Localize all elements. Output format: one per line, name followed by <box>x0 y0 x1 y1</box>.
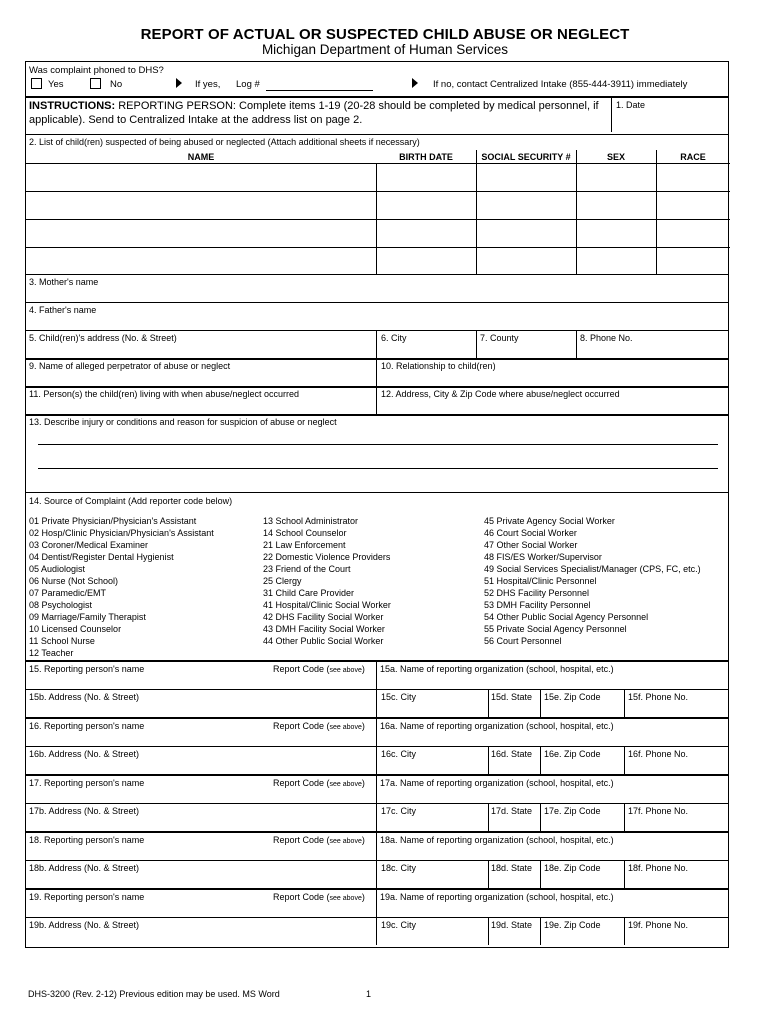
where-label: 12. Address, City & Zip Code where abuse/neglect occurred <box>381 389 620 399</box>
reporter-phone-label: 17f. Phone No. <box>628 806 689 816</box>
reporter-city-field[interactable] <box>376 918 488 945</box>
reporter-code-item: 23 Friend of the Court <box>263 564 351 574</box>
reporting-org-label: 18a. Name of reporting organization (school, hospital, etc.) <box>380 835 614 845</box>
date-label: 1. Date <box>616 100 646 110</box>
report-code-close: ) <box>361 892 365 902</box>
reporter-city-label: 18c. City <box>381 863 417 873</box>
reporter-city-label: 16c. City <box>381 749 417 759</box>
reporter-code-item: 49 Social Services Specialist/Manager (CPS, FC, etc.) <box>484 564 701 574</box>
reporter-name-label: 15. Reporting person's name <box>29 664 145 674</box>
reporter-code-item: 12 Teacher <box>29 648 74 658</box>
reporter-code-item: 07 Paramedic/EMT <box>29 588 107 598</box>
living-with-label: 11. Person(s) the child(ren) living with when abuse/neglect occurred <box>29 389 299 399</box>
reporter-code-item: 01 Private Physician/Physician's Assistant <box>29 516 197 526</box>
row-divider <box>26 219 730 220</box>
reporter-state-field[interactable] <box>488 747 540 774</box>
form-title: REPORT OF ACTUAL OR SUSPECTED CHILD ABUSE OR NEGLECT <box>140 26 630 43</box>
mother-label: 3. Mother's name <box>29 277 99 287</box>
report-code-text: Report Code ( <box>273 835 330 845</box>
codes-column-2 <box>263 515 391 647</box>
perpetrator-row <box>26 358 728 386</box>
reporter-code-item: 41 Hospital/Clinic Social Worker <box>263 600 391 610</box>
if-yes-label: If yes, <box>195 79 221 90</box>
report-code-close: ) <box>361 835 365 845</box>
col-sex-header: SEX <box>606 152 625 162</box>
phone-label: 8. Phone No. <box>580 333 633 343</box>
where-field[interactable] <box>376 388 730 414</box>
reporter-city-field[interactable] <box>376 747 488 774</box>
reporter-state-label: 16d. State <box>491 749 533 759</box>
report-form <box>25 61 729 948</box>
reporter-phone-field[interactable] <box>624 861 730 888</box>
report-code-label <box>273 892 365 902</box>
report-code-text: Report Code ( <box>273 778 330 788</box>
reporter-code-item: 06 Nurse (Not School) <box>29 576 119 586</box>
reporter-name-row <box>26 774 728 803</box>
perpetrator-label: 9. Name of alleged perpetrator of abuse or neglect <box>29 361 231 371</box>
phoned-question: Was complaint phoned to DHS? <box>29 65 164 76</box>
reporter-zip-field[interactable] <box>540 690 624 717</box>
reporter-code-item: 43 DMH Facility Social Worker <box>263 624 385 634</box>
reporter-address-row <box>26 860 728 888</box>
reporter-code-item: 56 Court Personnel <box>484 636 562 646</box>
reporter-address-label: 16b. Address (No. & Street) <box>29 749 140 759</box>
col-birth-header: BIRTH DATE <box>399 152 453 162</box>
reporter-zip-field[interactable] <box>540 918 624 945</box>
reporter-code-item: 55 Private Social Agency Personnel <box>484 624 627 634</box>
reporter-name-row <box>26 888 728 917</box>
reporter-code-item: 51 Hospital/Clinic Personnel <box>484 576 597 586</box>
describe-line <box>38 468 718 469</box>
arrow-right-icon <box>176 78 182 88</box>
instructions-bold: INSTRUCTIONS: <box>29 100 116 112</box>
relationship-field[interactable] <box>376 360 730 386</box>
reporter-code-item: 54 Other Public Social Agency Personnel <box>484 612 649 622</box>
child-address-label: 5. Child(ren)'s address (No. & Street) <box>29 333 177 343</box>
reporter-zip-label: 19e. Zip Code <box>544 920 601 930</box>
instructions-body: REPORTING PERSON: Complete items 1-19 (20-28 should be completed by medical personnel, if applicable). Send to Centralized Intake at the address list on page 2. <box>29 100 599 126</box>
form-subtitle: Michigan Department of Human Services <box>261 42 509 57</box>
if-no-label: If no, contact Centralized Intake (855-444-3911) immediately <box>433 79 688 90</box>
reporter-state-field[interactable] <box>488 804 540 831</box>
report-code-text: Report Code ( <box>273 721 330 731</box>
reporter-code-item: 44 Other Public Social Worker <box>263 636 384 646</box>
describe-line <box>38 444 718 445</box>
reporter-address-row <box>26 917 728 945</box>
reporter-code-item: 05 Audiologist <box>29 564 86 574</box>
reporter-city-field[interactable] <box>376 861 488 888</box>
source-label: 14. Source of Complaint (Add reporter code below) <box>29 496 233 506</box>
reporter-city-field[interactable] <box>376 804 488 831</box>
reporter-code-item: 02 Hosp/Clinic Physician/Physician's Assistant <box>29 528 214 538</box>
row-divider <box>26 247 730 248</box>
reporter-name-label: 18. Reporting person's name <box>29 835 145 845</box>
reporter-code-item: 13 School Administrator <box>263 516 359 526</box>
describe-field[interactable] <box>26 414 728 492</box>
reporter-address-row <box>26 689 728 717</box>
reporter-zip-field[interactable] <box>540 804 624 831</box>
report-code-label <box>273 778 365 788</box>
reporter-zip-label: 18e. Zip Code <box>544 863 601 873</box>
report-code-close: ) <box>361 778 365 788</box>
no-checkbox[interactable] <box>90 78 101 89</box>
living-row <box>26 386 728 414</box>
reporter-address-label: 15b. Address (No. & Street) <box>29 692 140 702</box>
reporter-code-item: 09 Marriage/Family Therapist <box>29 612 146 622</box>
reporter-zip-label: 17e. Zip Code <box>544 806 601 816</box>
report-code-close: ) <box>361 721 365 731</box>
reporter-address-row <box>26 746 728 774</box>
report-code-text: Report Code ( <box>273 892 330 902</box>
reporter-phone-label: 15f. Phone No. <box>628 692 689 702</box>
report-code-text: Report Code ( <box>273 664 330 674</box>
reporter-address-row <box>26 803 728 831</box>
reporter-code-item: 46 Court Social Worker <box>484 528 577 538</box>
reporting-org-label: 15a. Name of reporting organization (school, hospital, etc.) <box>380 664 614 674</box>
see-above-text: see above <box>329 838 362 845</box>
log-number-field[interactable] <box>266 90 373 91</box>
reporter-phone-label: 16f. Phone No. <box>628 749 689 759</box>
col-ssn-header: SOCIAL SECURITY # <box>481 152 571 162</box>
yes-label: Yes <box>48 79 64 90</box>
source-section <box>26 492 728 660</box>
reporting-org-label: 19a. Name of reporting organization (school, hospital, etc.) <box>380 892 614 902</box>
reporter-city-label: 17c. City <box>381 806 417 816</box>
father-field[interactable] <box>26 302 728 330</box>
see-above-text: see above <box>329 667 362 674</box>
children-section <box>26 134 728 274</box>
row-divider <box>26 191 730 192</box>
page-number: 1 <box>366 989 372 999</box>
reporter-code-item: 25 Clergy <box>263 576 302 586</box>
reporter-name-label: 19. Reporting person's name <box>29 892 145 902</box>
reporter-zip-label: 15e. Zip Code <box>544 692 601 702</box>
reporter-name-row <box>26 831 728 860</box>
reporter-state-label: 15d. State <box>491 692 533 702</box>
reporter-zip-field[interactable] <box>540 747 624 774</box>
reporting-org-field[interactable] <box>376 662 730 689</box>
reporting-org-field[interactable] <box>376 890 730 917</box>
reporter-code-item: 31 Child Care Provider <box>263 588 355 598</box>
reporter-state-label: 17d. State <box>491 806 533 816</box>
reporter-code-item: 52 DHS Facility Personnel <box>484 588 590 598</box>
reporting-org-label: 16a. Name of reporting organization (school, hospital, etc.) <box>380 721 614 731</box>
reporter-code-item: 14 School Counselor <box>263 528 347 538</box>
reporting-org-field[interactable] <box>376 776 730 803</box>
report-code-label <box>273 721 365 731</box>
reporter-state-field[interactable] <box>488 861 540 888</box>
yes-checkbox[interactable] <box>31 78 42 89</box>
reporter-city-label: 15c. City <box>381 692 417 702</box>
reporter-code-item: 53 DMH Facility Personnel <box>484 600 591 610</box>
reporter-code-item: 22 Domestic Violence Providers <box>263 552 391 562</box>
father-label: 4. Father's name <box>29 305 97 315</box>
children-label: 2. List of child(ren) suspected of being abused or neglected (Attach additional sheets if necessary) <box>29 137 420 147</box>
reporter-phone-label: 19f. Phone No. <box>628 920 689 930</box>
date-field[interactable] <box>611 98 730 132</box>
reporter-address-label: 18b. Address (No. & Street) <box>29 863 140 873</box>
col-name-header: NAME <box>187 152 215 162</box>
col-race-header: RACE <box>680 152 706 162</box>
reporter-phone-field[interactable] <box>624 804 730 831</box>
reporter-code-item: 48 FIS/ES Worker/Supervisor <box>484 552 602 562</box>
reporter-name-label: 17. Reporting person's name <box>29 778 145 788</box>
no-label: No <box>110 79 123 90</box>
reporter-state-field[interactable] <box>488 690 540 717</box>
reporter-code-item: 04 Dentist/Register Dental Hygienist <box>29 552 174 562</box>
reporting-org-label: 17a. Name of reporting organization (school, hospital, etc.) <box>380 778 614 788</box>
reporting-org-field[interactable] <box>376 833 730 860</box>
reporter-state-label: 18d. State <box>491 863 533 873</box>
mother-field[interactable] <box>26 274 728 302</box>
arrow-right-icon <box>412 78 418 88</box>
phone-field[interactable] <box>576 331 730 358</box>
row-divider <box>26 163 730 164</box>
reporter-address-label: 17b. Address (No. & Street) <box>29 806 140 816</box>
codes-column-3 <box>484 515 701 647</box>
report-code-label <box>273 835 365 845</box>
reporter-code-item: 11 School Nurse <box>29 636 95 646</box>
reporter-code-item: 21 Law Enforcement <box>263 540 346 550</box>
reporter-code-item: 03 Coroner/Medical Examiner <box>29 540 149 550</box>
reporter-zip-label: 16e. Zip Code <box>544 749 601 759</box>
reporter-address-label: 19b. Address (No. & Street) <box>29 920 140 930</box>
report-code-close: ) <box>361 664 365 674</box>
reporter-name-row <box>26 660 728 689</box>
describe-label: 13. Describe injury or conditions and reason for suspicion of abuse or neglect <box>29 417 337 427</box>
reporter-phone-field[interactable] <box>624 918 730 945</box>
report-code-label <box>273 664 365 674</box>
reporter-code-item: 10 Licensed Counselor <box>29 624 122 634</box>
reporter-state-label: 19d. State <box>491 920 533 930</box>
see-above-text: see above <box>329 781 362 788</box>
reporter-zip-field[interactable] <box>540 861 624 888</box>
address-row <box>26 330 728 358</box>
reporter-code-item: 42 DHS Facility Social Worker <box>263 612 384 622</box>
county-label: 7. County <box>480 333 519 343</box>
reporter-city-label: 19c. City <box>381 920 417 930</box>
see-above-text: see above <box>329 724 362 731</box>
county-field[interactable] <box>476 331 576 358</box>
relationship-label: 10. Relationship to child(ren) <box>381 361 496 371</box>
city-label: 6. City <box>381 333 407 343</box>
reporter-code-item: 08 Psychologist <box>29 600 93 610</box>
reporter-name-label: 16. Reporting person's name <box>29 721 145 731</box>
column-divider <box>476 150 477 275</box>
reporter-code-item: 45 Private Agency Social Worker <box>484 516 615 526</box>
reporter-code-item: 47 Other Social Worker <box>484 540 578 550</box>
reporting-org-field[interactable] <box>376 719 730 746</box>
instructions-text <box>29 99 614 127</box>
reporter-phone-field[interactable] <box>624 747 730 774</box>
see-above-text: see above <box>329 895 362 902</box>
reporter-city-field[interactable] <box>376 690 488 717</box>
form-id: DHS-3200 (Rev. 2-12) Previous edition may be used. MS Word <box>28 989 280 999</box>
instructions-row <box>26 96 728 132</box>
reporter-phone-field[interactable] <box>624 690 730 717</box>
column-divider <box>576 150 577 275</box>
city-field[interactable] <box>376 331 476 358</box>
reporter-state-field[interactable] <box>488 918 540 945</box>
column-divider <box>656 150 657 275</box>
reporter-phone-label: 18f. Phone No. <box>628 863 689 873</box>
log-label: Log # <box>236 79 260 90</box>
codes-column-1 <box>29 515 214 659</box>
reporter-name-row <box>26 717 728 746</box>
